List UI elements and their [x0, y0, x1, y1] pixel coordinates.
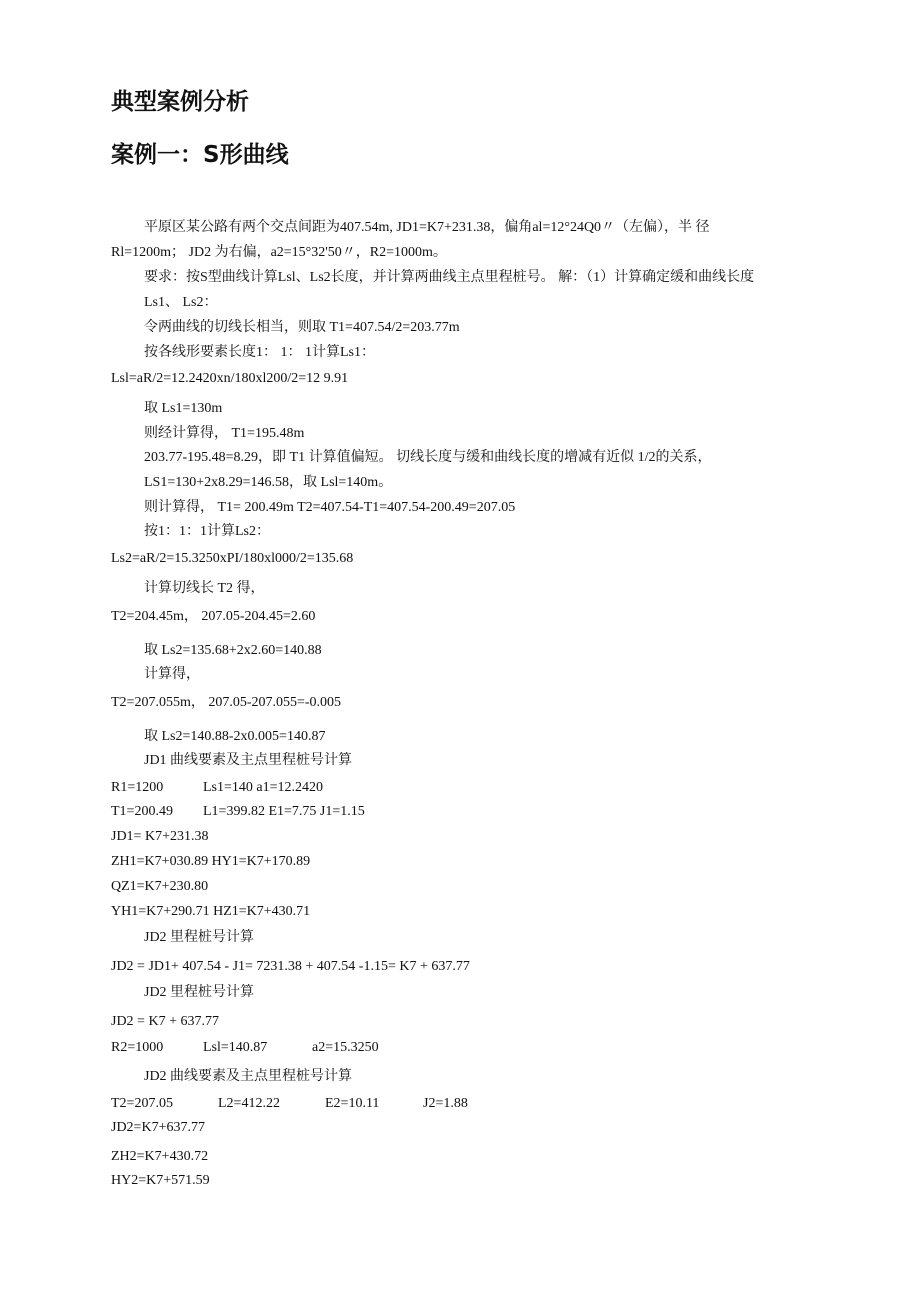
formula-line: Ls2=aR/2=15.3250xPI/180xl000/2=135.68	[111, 551, 354, 566]
problem-line-3: 要求：按S型曲线计算Lsl、Ls2长度，并计算两曲线主点里程桩号。 解：（1）计算确定缓和曲线长度	[144, 270, 755, 285]
jd2-station-result: JD2 = K7 + 637.77	[111, 1014, 219, 1029]
formula-line: T2=207.055m， 207.05-207.055=-0.005	[111, 695, 342, 710]
step-line: 令两曲线的切线长相当，则取 T1=407.54/2=203.77m	[144, 320, 460, 335]
step-line: 取 Ls2=135.68+2x2.60=140.88	[144, 643, 322, 658]
a2-value: a2=15.3250	[312, 1040, 379, 1055]
jd2-station-formula: JD2 = JD1+ 407.54 - J1= 7231.38 + 407.54 -1.15= K7 + 637.77	[111, 959, 470, 974]
jd1-row-2	[111, 803, 365, 821]
step-line: 则计算得， T1= 200.49m T2=407.54-T1=407.54-200.49=207.05	[144, 500, 516, 515]
yh1-hz1-station: YH1=K7+290.71 HZ1=K7+430.71	[111, 904, 311, 919]
ls1-a1-value: Ls1=140 a1=12.2420	[203, 780, 324, 795]
step-line: 计算切线长 T2 得，	[144, 581, 265, 596]
step-line: 计算得，	[144, 667, 200, 682]
t1-value: T1=200.49	[111, 804, 173, 819]
jd1-station: JD1= K7+231.38	[111, 829, 209, 844]
jd2-station-heading-2: JD2 里程桩号计算	[144, 985, 255, 1000]
r1-value: R1=1200	[111, 780, 164, 795]
problem-line-4: Ls1、 Ls2：	[144, 295, 218, 310]
problem-line-1: 平原区某公路有两个交点间距为407.54m, JD1=K7+231.38，偏角al=12°24Q0〃（左偏），半 径	[144, 220, 710, 235]
formula-line: T2=204.45m， 207.05-204.45=2.60	[111, 609, 316, 624]
step-line: 203.77-195.48=8.29，即 T1 计算值偏短。 切线长度与缓和曲线长度的增减有近似 1/2的关系，	[144, 450, 712, 465]
qz1-station: QZ1=K7+230.80	[111, 879, 209, 894]
zh2-station: ZH2=K7+430.72	[111, 1149, 209, 1164]
zh1-hy1-station: ZH1=K7+030.89 HY1=K7+170.89	[111, 854, 311, 869]
step-line: 取 Ls1=130m	[144, 401, 223, 416]
ls-value: Lsl=140.87	[203, 1040, 268, 1055]
formula-line: Lsl=aR/2=12.2420xn/180xl200/2=12 9.91	[111, 371, 349, 386]
step-line: LS1=130+2x8.29=146.58，取 Lsl=140m。	[144, 475, 393, 490]
case-heading: 案例一：S形曲线	[111, 142, 289, 168]
jd2-heading: JD2 曲线要素及主点里程桩号计算	[144, 1069, 353, 1084]
jd1-row-1	[111, 779, 323, 797]
e2-value: E2=10.11	[325, 1096, 380, 1111]
step-line: 取 Ls2=140.88-2x0.005=140.87	[144, 729, 326, 744]
l2-value: L2=412.22	[218, 1096, 280, 1111]
problem-line-2: Rl=1200m； JD2 为右偏，a2=15°32'50〃，R2=1000m。	[111, 245, 447, 260]
r2-value: R2=1000	[111, 1040, 164, 1055]
document-title: 典型案例分析	[111, 89, 249, 115]
step-line: 按1：1：1计算Ls2：	[144, 524, 270, 539]
jd2-station: JD2=K7+637.77	[111, 1120, 205, 1135]
jd1-heading: JD1 曲线要素及主点里程桩号计算	[144, 753, 353, 768]
jd2-station-heading: JD2 里程桩号计算	[144, 930, 255, 945]
j2-value: J2=1.88	[423, 1096, 468, 1111]
l1-e1-j1-value: L1=399.82 E1=7.75 J1=1.15	[203, 804, 365, 819]
jd2-params-row	[111, 1039, 379, 1057]
hy2-station: HY2=K7+571.59	[111, 1173, 210, 1188]
jd2-elements-row	[111, 1095, 468, 1113]
step-line: 按各线形要素长度1： 1： 1计算Ls1：	[144, 345, 375, 360]
t2-value: T2=207.05	[111, 1096, 173, 1111]
step-line: 则经计算得， T1=195.48m	[144, 426, 305, 441]
